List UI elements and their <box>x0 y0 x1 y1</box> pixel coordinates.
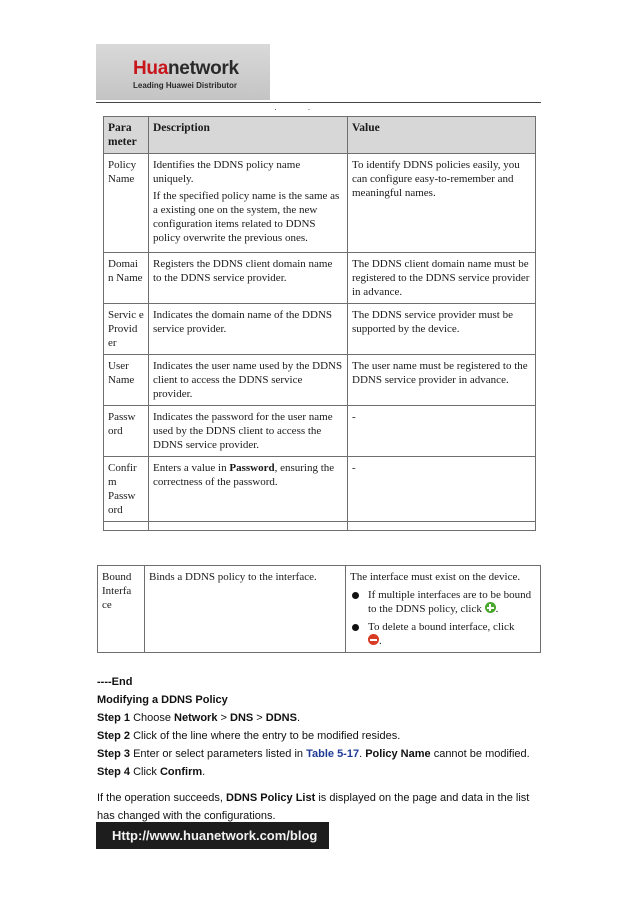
param-cell: Bound Interfa ce <box>98 566 145 653</box>
value-cell: The DDNS client domain name must be registered to the DDNS service provider in advance. <box>348 253 536 304</box>
description-cell: Indicates the domain name of the DDNS service provider. <box>149 304 348 355</box>
menu-network: Network <box>174 712 218 724</box>
button-name: Confirm <box>159 766 203 778</box>
param-cell: Policy Name <box>104 154 149 253</box>
procedure-text <box>97 673 547 781</box>
step-text: . <box>202 766 206 778</box>
step-text: Click of the line where the entry to be modified resides. <box>130 730 401 742</box>
paragraph-text: is displayed on the page and data in the list has changed with the configurations. <box>97 792 530 822</box>
menu-separator: > <box>253 712 266 724</box>
description-cell: Indicates the password for the user name used by the DDNS client to access the DDNS service provider. <box>149 406 348 457</box>
table-header-row <box>104 117 536 154</box>
step-3 <box>97 745 547 763</box>
value-cell: The DDNS service provider must be supported by the device. <box>348 304 536 355</box>
value-cell: - <box>348 406 536 457</box>
value-cell: The user name must be registered to the DDNS service provider in advance. <box>348 355 536 406</box>
section-title: Modifying a DDNS Policy <box>97 694 228 706</box>
description-cell: Registers the DDNS client domain name to the DDNS service provider. <box>149 253 348 304</box>
logo-tagline: Leading Huawei Distributor <box>133 81 238 90</box>
header-rule <box>96 102 541 103</box>
description-text: , ensuring the correctness of the password. <box>153 462 335 488</box>
param-cell: User Name <box>104 355 149 406</box>
step-label: Step 4 <box>97 766 131 778</box>
step-label: Step 2 <box>97 730 131 742</box>
description-text: If the specified policy name is the same as a existing one on the system, the new configuration items related to DDNS policy overwrite the previous ones. <box>153 190 340 244</box>
table-row <box>104 355 536 406</box>
step-1 <box>97 709 547 727</box>
result-paragraph <box>97 789 542 825</box>
step-2 <box>97 727 547 745</box>
add-icon <box>485 602 496 613</box>
param-cell: Passw ord <box>104 406 149 457</box>
description-cell <box>149 154 348 253</box>
step-text: Enter or select parameters listed in <box>130 748 307 760</box>
step-4 <box>97 763 547 781</box>
table-row <box>104 253 536 304</box>
table-row <box>104 304 536 355</box>
step-text: Click <box>130 766 160 778</box>
step-label: Step 3 <box>97 748 131 760</box>
header-parameter: Para meter <box>104 117 149 154</box>
table-row <box>104 457 536 522</box>
menu-ddns: DDNS <box>265 712 297 724</box>
company-logo <box>96 44 270 100</box>
parameter-table <box>103 116 536 531</box>
table-row <box>104 154 536 253</box>
table-reference-link[interactable]: Table 5-17 <box>306 748 360 760</box>
bullet-icon <box>352 592 359 599</box>
step-text: cannot be modified. <box>430 748 530 760</box>
bullet-icon <box>352 624 359 631</box>
bound-interface-table <box>97 565 541 653</box>
step-text: . <box>296 712 301 724</box>
value-cell: To identify DDNS policies easily, you can configure easy-to-remember and meaningful names. <box>348 154 536 253</box>
step-text: . <box>359 748 366 760</box>
tail-cell <box>348 522 536 531</box>
end-marker: ----End <box>97 676 133 688</box>
bullet-end: . <box>495 603 499 615</box>
value-cell <box>346 566 541 653</box>
param-cell: Servic e Provid er <box>104 304 149 355</box>
bullet-label: To delete a bound interface, click <box>368 621 515 633</box>
menu-dns: DNS <box>230 712 254 724</box>
step-label: Step 1 <box>97 712 131 724</box>
description-text: Enters a value in <box>153 462 230 474</box>
bullet-label: If multiple interfaces are to be bound to the DDNS policy, click <box>368 589 532 615</box>
table-tail-row <box>104 522 536 531</box>
bullet-text <box>368 588 536 616</box>
step-text: Choose <box>130 712 175 724</box>
header-description: Description <box>149 117 348 154</box>
paragraph-text: If the operation succeeds, <box>97 792 227 804</box>
tail-cell <box>104 522 149 531</box>
list-name: DDNS Policy List <box>226 792 316 804</box>
table-row <box>104 406 536 457</box>
bullet-end: . <box>379 635 382 647</box>
menu-separator: > <box>217 712 230 724</box>
bullet-item <box>350 588 536 616</box>
param-cell: Confir m Passw ord <box>104 457 149 522</box>
bullet-text <box>368 620 514 648</box>
field-name: Policy Name <box>365 748 431 760</box>
logo-wordmark: Huanetwork <box>133 58 239 79</box>
delete-icon <box>368 634 379 645</box>
table-row <box>98 566 541 653</box>
description-text: Identifies the DDNS policy name uniquely. <box>153 159 301 185</box>
header-value: Value <box>348 117 536 154</box>
description-bold: Password <box>229 462 275 474</box>
value-cell: - <box>348 457 536 522</box>
description-cell: Binds a DDNS policy to the interface. <box>145 566 346 653</box>
param-cell: Domai n Name <box>104 253 149 304</box>
bullet-item <box>350 620 536 648</box>
description-cell <box>149 457 348 522</box>
value-text: The interface must exist on the device. <box>350 571 521 583</box>
description-cell: Indicates the user name used by the DDNS client to access the DDNS service provider. <box>149 355 348 406</box>
tail-cell <box>149 522 348 531</box>
blog-url-banner[interactable]: Http://www.huanetwork.com/blog <box>96 822 329 849</box>
header-dots: · · <box>274 104 325 114</box>
